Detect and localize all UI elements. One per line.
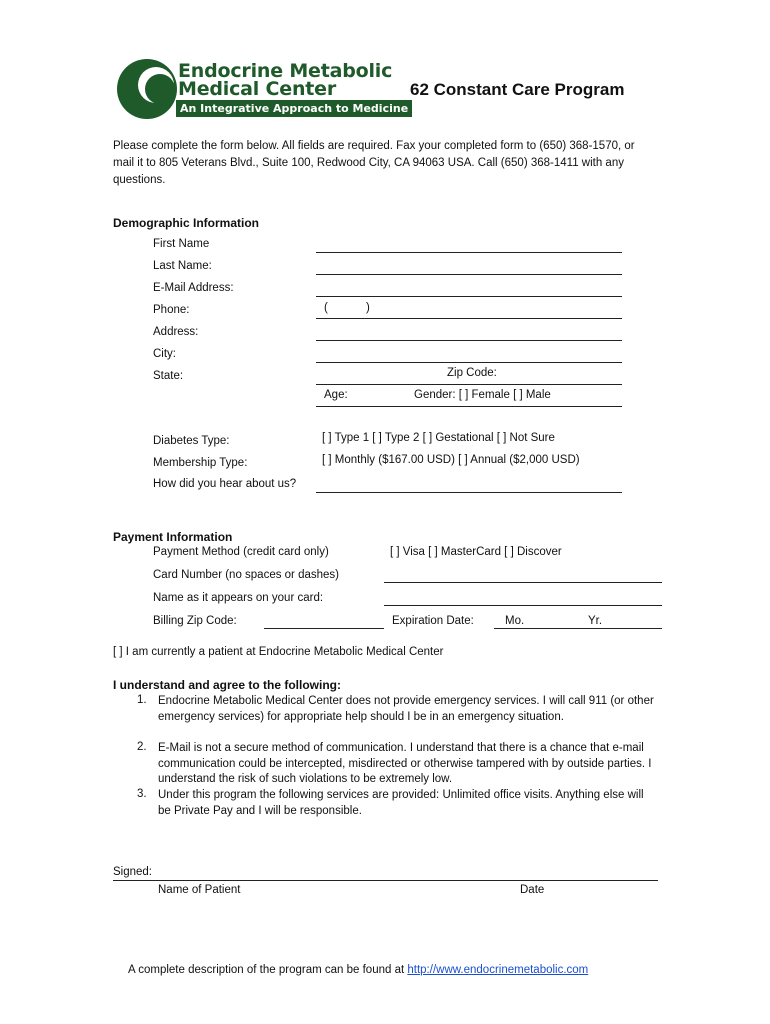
intro-paragraph: Please complete the form below. All fields are required. Fax your completed form to (650) 368-1570, or mail it to 805 Veterans Blvd., Suite 100, Redwood City, CA 94063 USA. Call (650) 368-1411 with any questions. — [113, 140, 635, 186]
referral-label: How did you hear about us? — [153, 478, 297, 490]
demographic-heading: Demographic Information — [113, 216, 260, 230]
zip-label: Zip Code: — [447, 367, 497, 379]
last-name-label: Last Name: — [153, 260, 212, 272]
agreement-item-text: Endocrine Metabolic Medical Center does not provide emergency services. I will call 911 (or other emergency services) for appropriate help should I be in an emergency situation. — [158, 695, 654, 723]
first-name-label: First Name — [153, 238, 210, 250]
agreement-item-text: E-Mail is not a secure method of communication. I understand that there is a chance that e-mail communication could be intercepted, misdirected or otherwise tampered with by outside parties. I understand the risk of such violations to be extremely low. — [158, 742, 652, 786]
age-gender-field[interactable] — [316, 406, 622, 407]
payment-heading: Payment Information — [113, 530, 233, 544]
agreement-item-number: 3. — [137, 788, 147, 800]
logo-name-line2: Medical Center — [178, 78, 337, 100]
phone-mask-open: ( — [324, 302, 328, 314]
email-field[interactable] — [316, 296, 622, 297]
agreement-item-text: Under this program the following services are provided: Unlimited office visits. Anything else will be Private Pay and I will be responsible. — [158, 789, 644, 817]
card-number-label: Card Number (no spaces or dashes) — [153, 569, 339, 581]
gender-options[interactable]: Gender: [ ] Female [ ] Male — [414, 389, 551, 401]
signature-field[interactable] — [113, 880, 658, 881]
referral-field[interactable] — [316, 492, 622, 493]
diabetes-type-label: Diabetes Type: — [153, 435, 230, 447]
footer-text: A complete description of the program can be found at — [128, 964, 408, 976]
date-label: Date — [520, 884, 545, 896]
footer-note — [128, 964, 588, 976]
state-label: State: — [153, 370, 184, 382]
expiration-month-label: Mo. — [505, 615, 525, 627]
card-number-field[interactable] — [384, 582, 662, 583]
address-field[interactable] — [316, 340, 622, 341]
membership-type-label: Membership Type: — [153, 457, 248, 469]
phone-mask-close: ) — [366, 302, 370, 314]
age-label: Age: — [324, 389, 348, 401]
expiration-label: Expiration Date: — [392, 615, 474, 627]
logo-tagline: An Integrative Approach to Medicine — [176, 100, 412, 117]
expiration-field[interactable] — [494, 628, 662, 629]
billing-zip-label: Billing Zip Code: — [153, 615, 237, 627]
address-label: Address: — [153, 326, 199, 338]
phone-field[interactable] — [316, 318, 622, 319]
expiration-year-label: Yr. — [588, 615, 603, 627]
state-zip-field[interactable] — [316, 384, 622, 385]
billing-zip-field[interactable] — [264, 628, 384, 629]
payment-method-options[interactable]: [ ] Visa [ ] MasterCard [ ] Discover — [390, 546, 562, 558]
phone-label: Phone: — [153, 304, 190, 316]
logo — [116, 58, 409, 120]
name-on-card-label: Name as it appears on your card: — [153, 592, 324, 604]
agreement-item-number: 1. — [137, 694, 147, 706]
name-of-patient-label: Name of Patient — [158, 884, 241, 896]
agreement-heading: I understand and agree to the following: — [113, 678, 342, 692]
name-on-card-field[interactable] — [384, 605, 662, 606]
logo-name-line1: Endocrine Metabolic — [178, 60, 393, 82]
crescent-logo-icon — [116, 58, 178, 120]
membership-type-options[interactable]: [ ] Monthly ($167.00 USD) [ ] Annual ($2,000 USD) — [322, 454, 580, 466]
diabetes-type-options[interactable]: [ ] Type 1 [ ] Type 2 [ ] Gestational [ ] Not Sure — [322, 432, 555, 444]
current-patient-checkbox[interactable]: [ ] I am currently a patient at Endocrine Metabolic Medical Center — [113, 646, 444, 658]
signed-label: Signed: — [113, 866, 153, 878]
city-label: City: — [153, 348, 176, 360]
payment-method-label: Payment Method (credit card only) — [153, 546, 329, 558]
first-name-field[interactable] — [316, 252, 622, 253]
website-link[interactable]: http://www.endocrinemetabolic.com — [407, 964, 589, 976]
page-title: 62 Constant Care Program — [410, 80, 625, 99]
city-field[interactable] — [316, 362, 622, 363]
email-label: E-Mail Address: — [153, 282, 234, 294]
agreement-item-number: 2. — [137, 741, 147, 753]
last-name-field[interactable] — [316, 274, 622, 275]
